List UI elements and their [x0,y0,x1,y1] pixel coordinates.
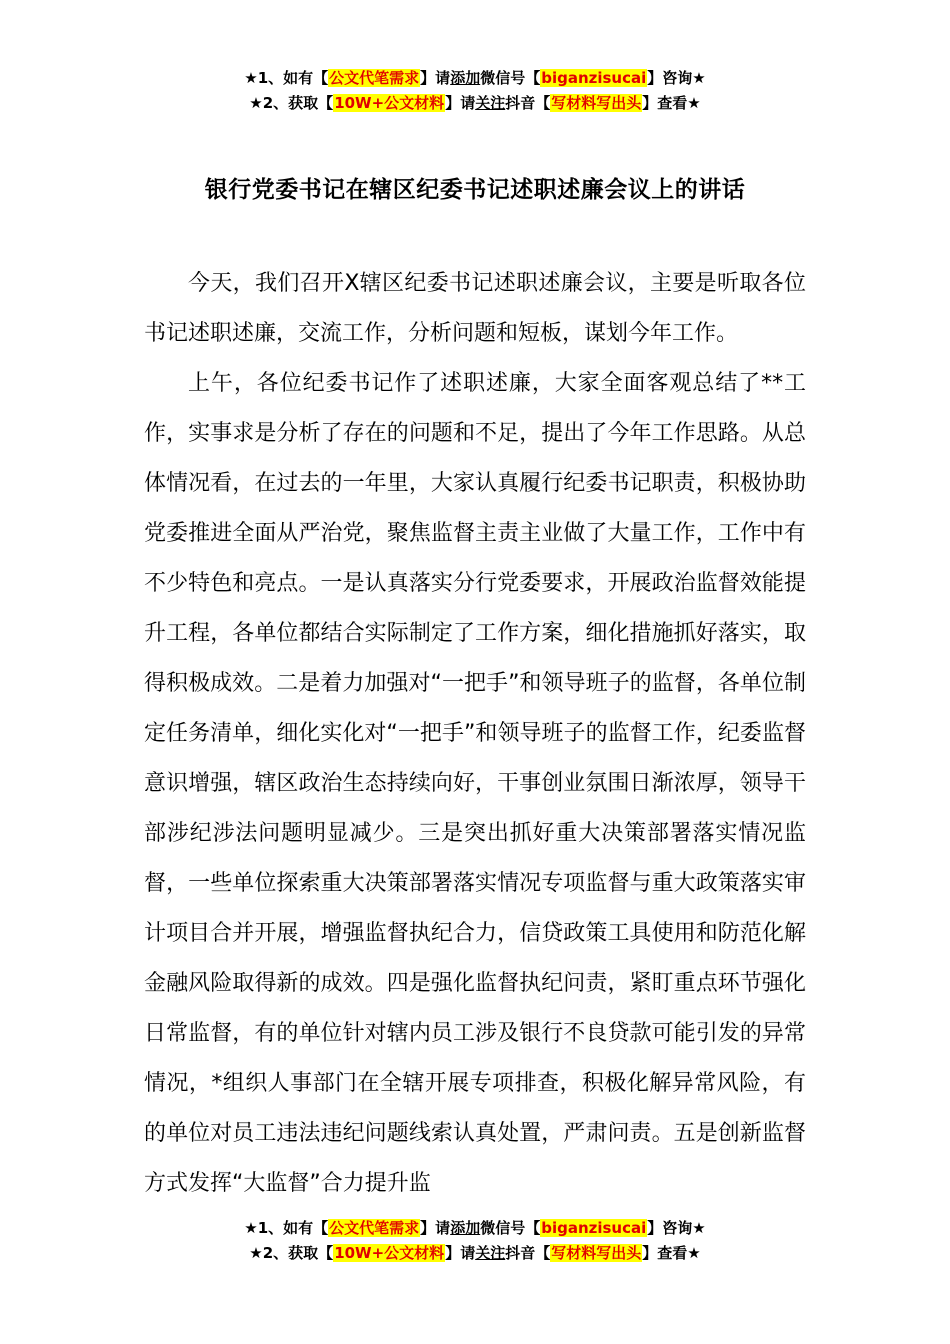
banner-highlight: 公文代笔需求 [329,1219,420,1237]
banner-text: ★2、获取【 [249,1244,334,1262]
banner-text: 】请 [420,1219,451,1237]
banner-line-2 [0,91,950,116]
banner-wechat-id: biganzisucai [541,69,647,87]
banner-highlight: 公文代笔需求 [329,69,420,87]
banner-text: 】咨询★ [647,69,706,87]
paragraph: 今天，我们召开X辖区纪委书记述职述廉会议，主要是听取各位书记述职述廉，交流工作，分析问题和短板，谋划今年工作。 [144,271,806,346]
banner-underline: 添加 [450,69,481,87]
banner-underline: 关注 [475,94,506,112]
paragraph: 上午，各位纪委书记作了述职述廉，大家全面客观总结了**工作，实事求是分析了存在的问题和不足，提出了今年工作思路。从总体情况看，在过去的一年里，大家认真履行纪委书记职责，积极协助党委推进全面从严治党，聚焦监督主责主业做了大量工作，工作中有不少特色和亮点。一是认真落实分行党委要求，开展政治监督效能提升工程，各单位都结合实际制定了工作方案，细化措施抓好落实，取得积极成效。二是着力加强对“一把手”和领导班子的监督，各单位制定任务清单，细化实化对“一把手”和领导班子的监督工作，纪委监督意识增强，辖区政治生态持续向好，干事创业氛围日渐浓厚，领导干部涉纪涉法问题明显减少。三是突出抓好重大决策部署落实情况监督，一些单位探索重大决策部署落实情况专项监督与重大政策落实审计项目合并开展，增强监督执纪合力，信贷政策工具使用和防范化解金融风险取得新的成效。四是强化监督执纪问责，紧盯重点环节强化日常监督，有的单位针对辖内员工涉及银行不良贷款可能引发的异常情况，*组织人事部门在全辖开展专项排查，积极化解异常风险，有的单位对员工违法违纪问题线索认真处置，严肃问责。五是创新监督方式发挥“大监督”合力提升监 [144,371,806,1196]
banner-douyin-id: 写材料写出头 [551,1244,642,1262]
banner-douyin-id: 写材料写出头 [551,94,642,112]
banner-text: ★1、如有【 [244,1219,329,1237]
banner-text: 】请 [420,69,451,87]
banner-underline: 添加 [450,1219,481,1237]
banner-text: 微信号【 [480,69,541,87]
banner-text: 】请 [445,1244,476,1262]
document-title: 银行党委书记在辖区纪委书记述职述廉会议上的讲话 [204,177,746,203]
banner-text: 】查看★ [642,1244,701,1262]
banner-wechat-id: biganzisucai [541,1219,647,1237]
banner-text: ★2、获取【 [249,94,334,112]
banner-line-1 [0,66,950,91]
banner-text: 抖音【 [505,1244,551,1262]
footer-banner [0,1216,950,1266]
banner-text: 】请 [445,94,476,112]
banner-text: 微信号【 [480,1219,541,1237]
banner-line-1 [0,1216,950,1241]
banner-highlight: 10W+公文材料 [334,1244,445,1262]
banner-text: 】咨询★ [647,1219,706,1237]
banner-line-2 [0,1241,950,1266]
banner-highlight: 10W+公文材料 [334,94,445,112]
document-body [144,259,806,1209]
banner-text: ★1、如有【 [244,69,329,87]
banner-text: 】查看★ [642,94,701,112]
banner-text: 抖音【 [505,94,551,112]
header-banner [0,66,950,116]
banner-underline: 关注 [475,1244,506,1262]
